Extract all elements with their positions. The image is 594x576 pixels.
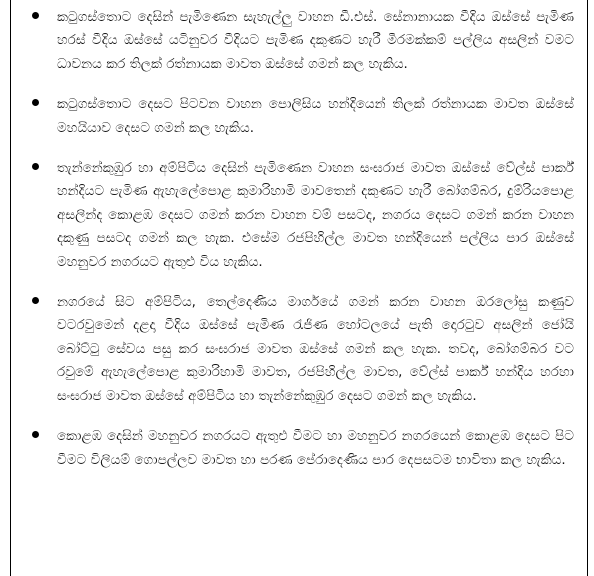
list-item-text: කටුගස්තොට දෙසට පිටවන වාහන පොලිසිය හන්දියෙන් තිලක් රත්නායක මාවත ඔස්සේ මහයියාව දෙසට ගමන් කල හැකිය. — [57, 97, 574, 136]
list-item — [10, 6, 580, 76]
bullet-icon — [32, 297, 39, 304]
bullet-icon — [32, 99, 39, 106]
list-item-text: තැන්නේකුඹුර හා අම්පිටිය දෙසින් පැමිණෙන වාහන සංඝරාජ මාවත ඔස්සේ වේල්ස් පාර්ක් හන්දියට පැමිණ ඇහැලේපොළ කුමාරිහාමි මාවතෙන් දකුණට හැරී බෝගම්බර, දුම්රියපොළ අසලින්ද කොළඹ දෙසට ගමන් කරන වාහන වම් පසටද, නගරය දෙසට ගමන් කරන වාහන දකුණු පසටද ගමන් කල හැක. එසේම රජපිහිල්ල මාවත හන්දියෙන් පල්ලිය පාර ඔස්සේ මහනුවර නගරයට ඇතුළු විය හැකිය. — [57, 161, 574, 270]
list-item — [10, 291, 580, 408]
list-item — [10, 157, 580, 274]
bullet-icon — [32, 163, 39, 170]
list-item-text: නගරයේ සිට අම්පිටිය, තෙල්දෙණිය මාර්ගයේ ගමන් කරන වාහන ඔරලෝසු කණුව වටරවුමෙන් දළදා වීදිය ඔස්සේ පැමිණ රැජිණ හෝටලයේ පැති දොරටුව අසලින් ජෝයි බෝට්ටු සේවය පසු කර සංඝරාජ මාවත ඔස්සේ ගමන් කල හැක. තවද, බෝගම්බර වට රවුමේ ඇහැලේපොළ කුමාරිහාමි මාවත, රජපිහිල්ල මාවත, වේල්ස් පාර්ක් හන්දිය හරහා සංඝරාජ මාවත ඔස්සේ අම්පිටිය හා තැන්නේකුඹුර දෙසට ගමන් කල හැකිය. — [57, 295, 574, 404]
list-item — [10, 93, 580, 140]
list-item-text: කොළඹ දෙසින් මහනුවර නගරයට ඇතුළු වීමට හා මහනුවර නගරයෙන් කොළඹ දෙසට පිට වීමට විලියම් ගොපල්ලව මාවත හා පරණ පේරාදෙණිය පාර දෙපසටම භාවිතා කල හැකිය. — [57, 429, 574, 468]
bullet-icon — [32, 12, 39, 19]
bullet-list — [10, 6, 580, 489]
list-item-text: කටුගස්තොට දෙසින් පැමිණෙන සැහැල්ලු වාහන ඩී.එස්. සේනානායක වීදිය ඔස්සේ පැමිණ හරස් වීදිය ඔස්සේ යටිනුවර වීදියට පැමිණ දකුණට හැරී මීරමක්කම් පල්ලිය අසලින් වමට ධාවනය කර තිලක් රත්නායක මාවත ඔස්සේ ගමන් කල හැකිය. — [57, 10, 574, 72]
list-item — [10, 425, 580, 472]
bullet-icon — [32, 431, 39, 438]
